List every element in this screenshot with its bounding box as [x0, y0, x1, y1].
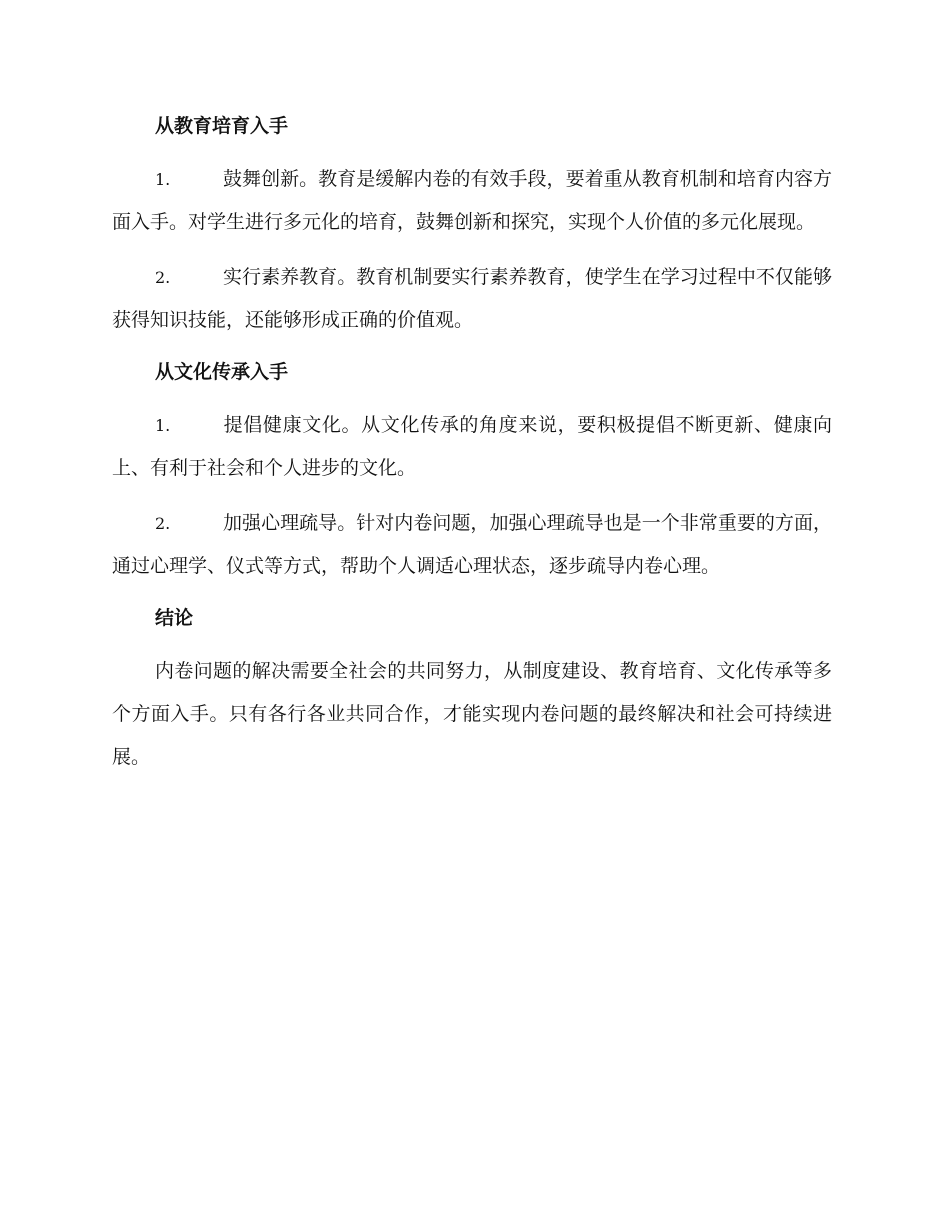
section-heading-education: 从教育培育入手	[155, 115, 289, 137]
list-number: 2.	[155, 268, 171, 287]
list-item	[112, 256, 832, 342]
section-heading-conclusion: 结论	[155, 607, 194, 629]
list-item	[112, 404, 832, 490]
section-heading-culture: 从文化传承入手	[155, 361, 289, 383]
list-item	[112, 502, 832, 588]
conclusion-paragraph: 内卷问题的解决需要全社会的共同努力，从制度建设、教育培育、文化传承等多个方面入手。只有各行各业共同合作，才能实现内卷问题的最终解决和社会可持续进展。	[112, 660, 832, 768]
list-item-text: 实行素养教育。教育机制要实行素养教育，使学生在学习过程中不仅能够获得知识技能，还能够形成正确的价值观。	[112, 266, 832, 331]
list-item-text: 提倡健康文化。从文化传承的角度来说，要积极提倡不断更新、健康向上、有利于社会和个人进步的文化。	[112, 414, 832, 479]
list-item-text: 鼓舞创新。教育是缓解内卷的有效手段，要着重从教育机制和培育内容方面入手。对学生进行多元化的培育，鼓舞创新和探究，实现个人价值的多元化展现。	[112, 168, 832, 233]
list-number: 1.	[155, 170, 171, 189]
document-page	[112, 108, 832, 791]
list-item-text: 加强心理疏导。针对内卷问题，加强心理疏导也是一个非常重要的方面，通过心理学、仪式等方式，帮助个人调适心理状态，逐步疏导内卷心理。	[112, 512, 832, 577]
list-number: 1.	[155, 416, 171, 435]
list-item	[112, 158, 832, 244]
list-number: 2.	[155, 514, 171, 533]
